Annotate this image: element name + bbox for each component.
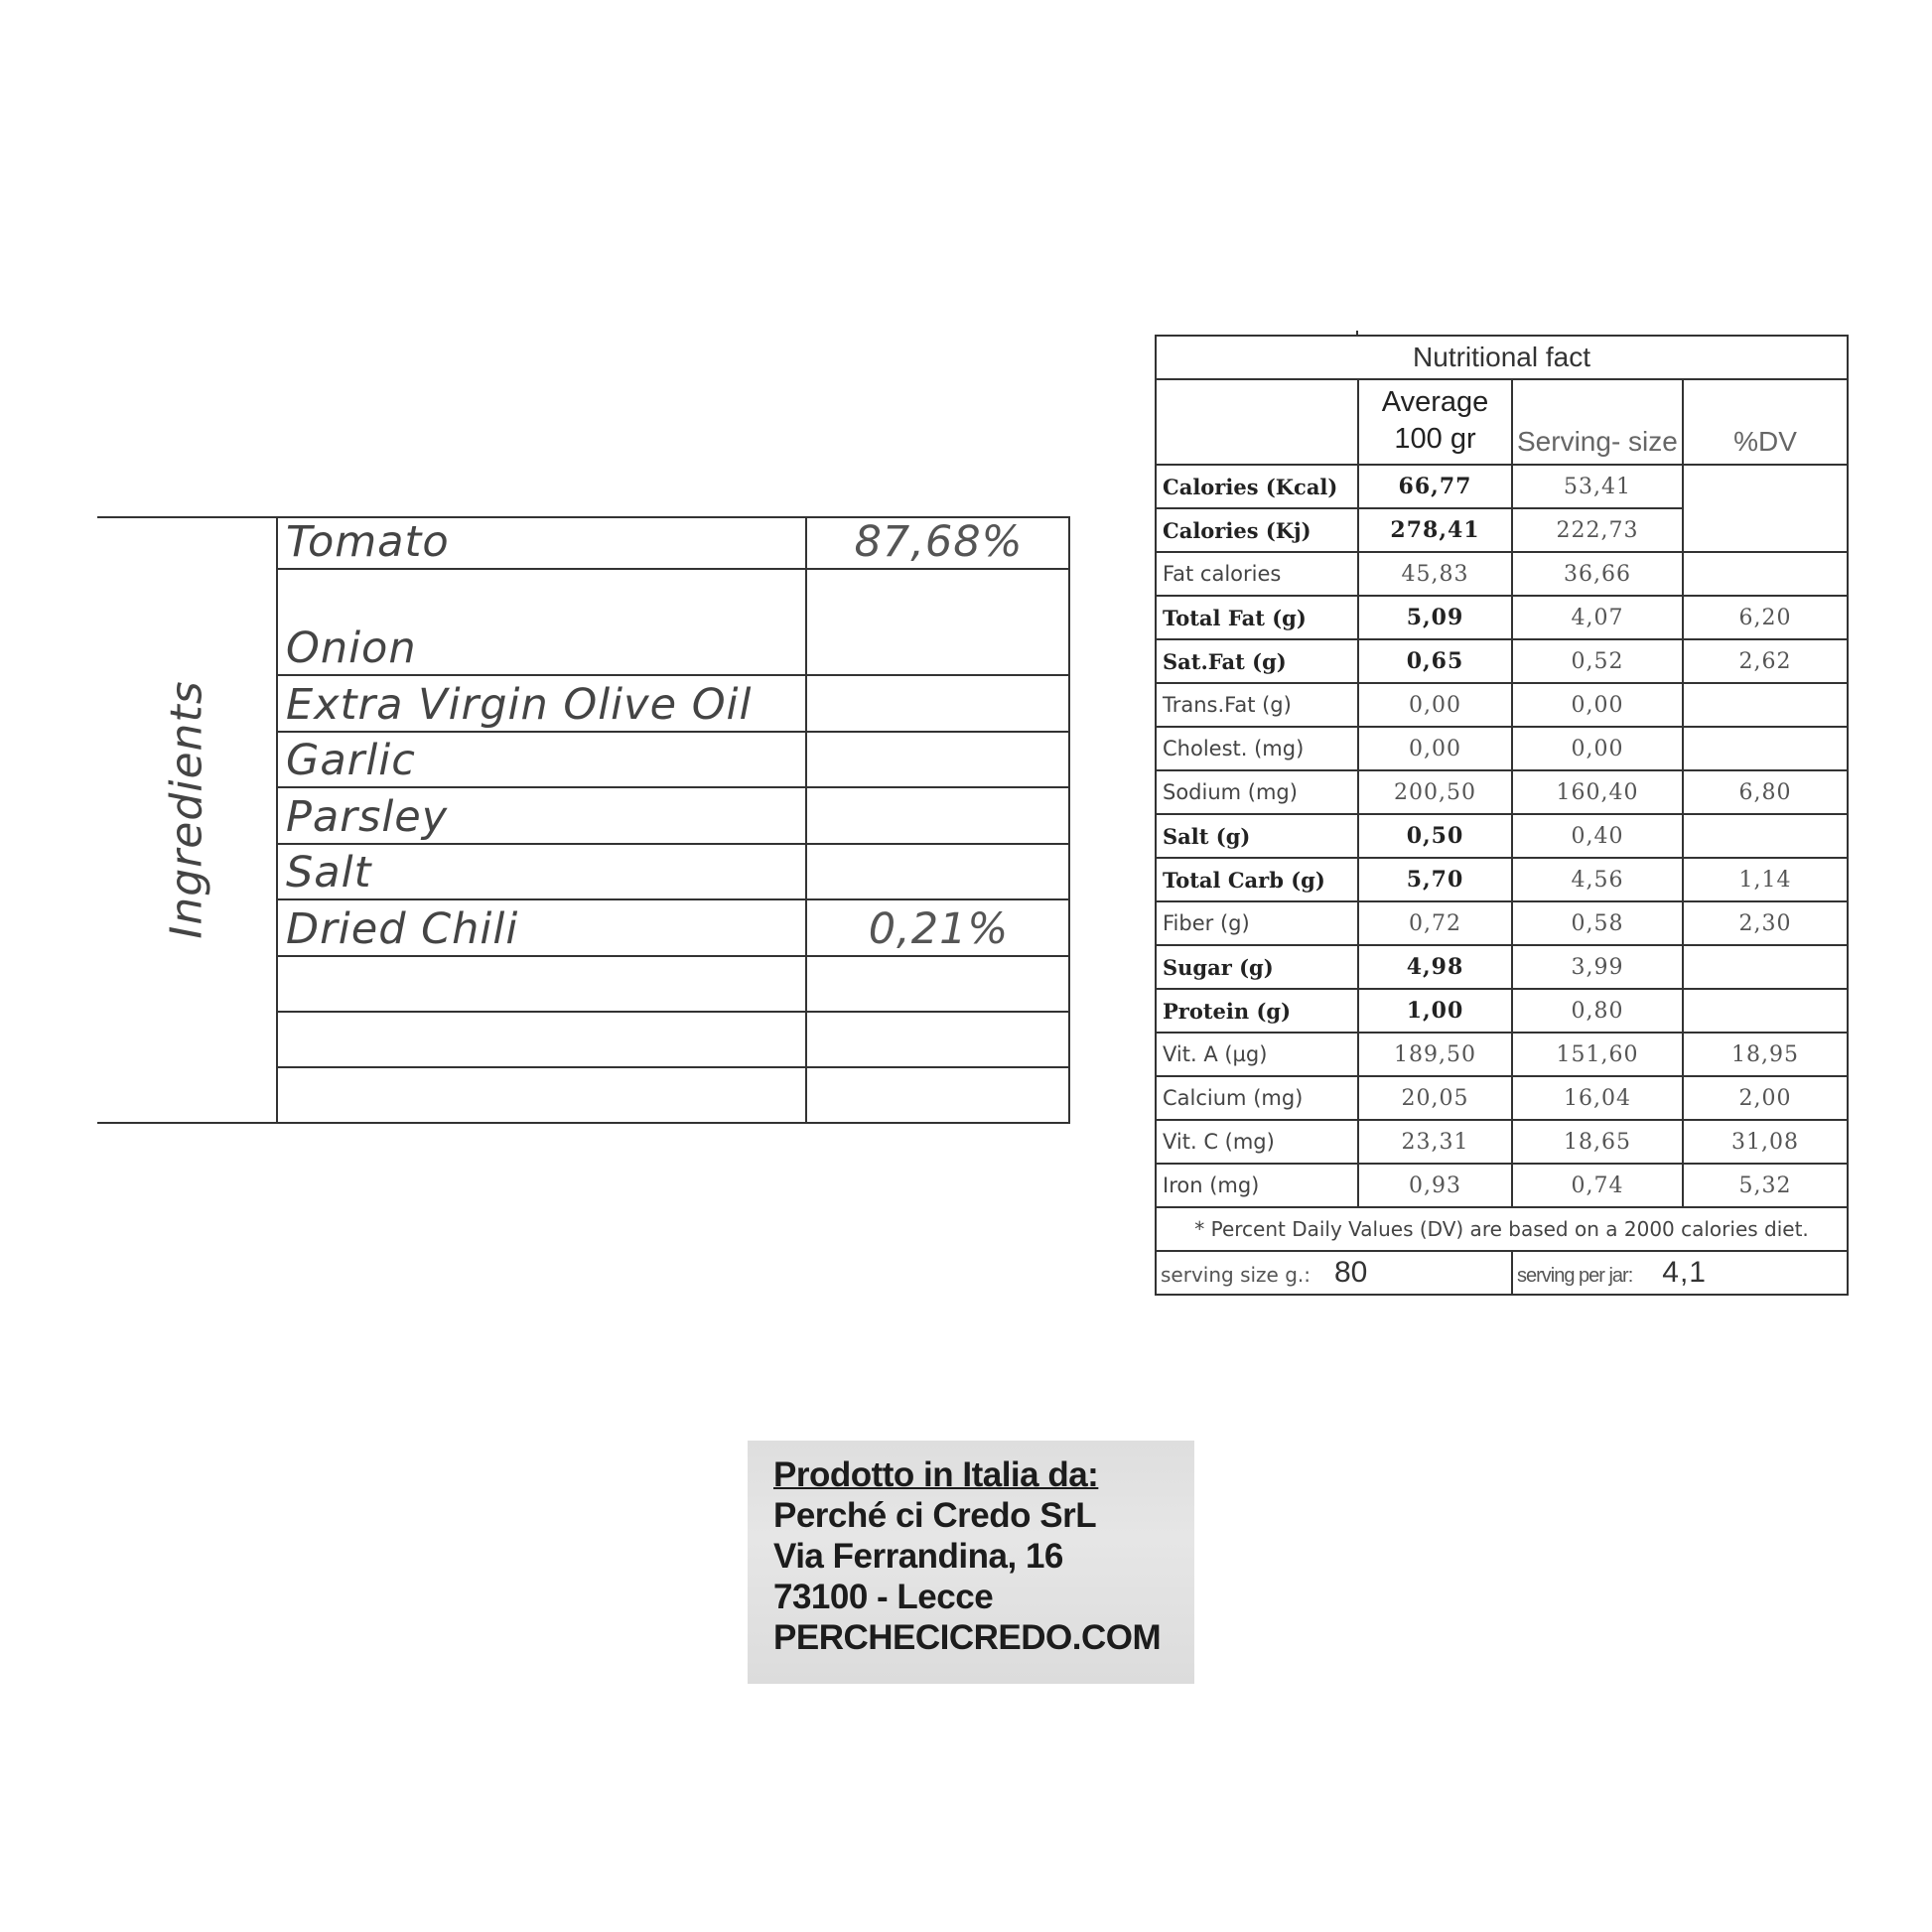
ingredient-percentage: [807, 570, 1070, 674]
ingredient-percentage: [807, 733, 1070, 786]
serving-per-jar-cell: [1512, 1251, 1848, 1295]
ingredient-row: [276, 1013, 1070, 1068]
nutrient-row: [1156, 639, 1848, 683]
ingredient-percentage: [807, 957, 1070, 1011]
nutrient-average: 189,50: [1358, 1033, 1512, 1076]
nutrient-dv: [1683, 465, 1848, 508]
nutrient-label: Calories (Kj): [1156, 508, 1358, 552]
nutrient-average: 45,83: [1358, 552, 1512, 596]
ingredients-side-label: [117, 679, 256, 939]
header-dv: %DV: [1683, 379, 1848, 465]
nutrient-serving: 53,41: [1512, 465, 1683, 508]
nutrient-label: Calories (Kcal): [1156, 465, 1358, 508]
nutrient-serving: 0,52: [1512, 639, 1683, 683]
nutrient-serving: 18,65: [1512, 1120, 1683, 1164]
nutrient-serving: 0,40: [1512, 814, 1683, 858]
nutrient-average: 0,00: [1358, 683, 1512, 727]
nutrient-label: Cholest. (mg): [1156, 727, 1358, 770]
ingredient-row: [276, 1068, 1070, 1124]
nutrient-average: 20,05: [1358, 1076, 1512, 1120]
nutrient-dv: 2,30: [1683, 901, 1848, 945]
nutrient-row: [1156, 770, 1848, 814]
dv-footnote: * Percent Daily Values (DV) are based on a 2000 calories diet.: [1156, 1207, 1848, 1251]
ingredient-percentage: [807, 788, 1070, 843]
ingredient-row: [276, 845, 1070, 900]
ingredient-row: [276, 516, 1070, 570]
serving-size-cell: [1156, 1251, 1512, 1295]
nutrient-dv: [1683, 945, 1848, 989]
header-average: [1358, 379, 1512, 465]
nutrient-row: [1156, 814, 1848, 858]
nutrient-row: [1156, 1120, 1848, 1164]
producer-label: [748, 1441, 1194, 1684]
ingredient-name: Onion: [276, 570, 807, 674]
nutrient-serving: 4,56: [1512, 858, 1683, 901]
nutrient-label: Fat calories: [1156, 552, 1358, 596]
ingredient-percentage: [807, 676, 1070, 731]
producer-company: Perché ci Credo SrL: [773, 1496, 1097, 1535]
nutrient-row: [1156, 1076, 1848, 1120]
nutrient-label: Sugar (g): [1156, 945, 1358, 989]
ingredient-row: [276, 788, 1070, 845]
ingredient-name: Parsley: [276, 788, 807, 843]
nutrient-average: 0,50: [1358, 814, 1512, 858]
nutrient-row: [1156, 1033, 1848, 1076]
header-average-line1: Average: [1381, 386, 1489, 418]
nutrient-row: [1156, 508, 1848, 552]
nutrient-row: [1156, 552, 1848, 596]
ingredient-row: [276, 733, 1070, 788]
ingredient-row: [276, 957, 1070, 1013]
producer-street: Via Ferrandina, 16: [773, 1537, 1063, 1576]
ingredient-percentage: 87,68%: [854, 517, 1024, 567]
nutrient-label: Total Carb (g): [1156, 858, 1358, 901]
nutrient-row: [1156, 1164, 1848, 1207]
serving-per-jar-label: serving per jar:: [1517, 1265, 1633, 1287]
nutrient-label: Protein (g): [1156, 989, 1358, 1033]
nutrient-dv: 2,00: [1683, 1076, 1848, 1120]
nutrient-row: [1156, 945, 1848, 989]
nutrient-average: 1,00: [1358, 989, 1512, 1033]
nutrient-label: Vit. A (µg): [1156, 1033, 1358, 1076]
nutrient-average: 66,77: [1358, 465, 1512, 508]
nutrition-facts-table: [1155, 335, 1847, 1296]
ingredient-name: [276, 1013, 807, 1066]
ingredient-row: [276, 900, 1070, 957]
nutrient-serving: 160,40: [1512, 770, 1683, 814]
ingredients-table: [97, 516, 1070, 1124]
nutrient-dv: 31,08: [1683, 1120, 1848, 1164]
header-average-line2: 100 gr: [1394, 423, 1476, 455]
nutrition-grid: [1155, 335, 1849, 1296]
nutrient-label: Fiber (g): [1156, 901, 1358, 945]
header-empty-cell: [1156, 379, 1358, 465]
nutrient-serving: 151,60: [1512, 1033, 1683, 1076]
serving-size-label: serving size g.:: [1161, 1263, 1311, 1287]
nutrient-serving: 3,99: [1512, 945, 1683, 989]
ingredient-row: [276, 570, 1070, 676]
nutrient-row: [1156, 989, 1848, 1033]
nutrient-dv: [1683, 508, 1848, 552]
nutrient-dv: [1683, 727, 1848, 770]
nutrient-serving: 0,00: [1512, 683, 1683, 727]
producer-heading: Prodotto in Italia da:: [773, 1455, 1099, 1494]
nutrient-row: [1156, 901, 1848, 945]
ingredient-name: Dried Chili: [276, 900, 807, 955]
nutrient-dv: 5,32: [1683, 1164, 1848, 1207]
nutrient-dv: 18,95: [1683, 1033, 1848, 1076]
ingredient-name: [276, 1068, 807, 1124]
ingredient-name: Tomato: [276, 516, 807, 568]
producer-city: 73100 - Lecce: [773, 1578, 994, 1616]
ingredients-label: Ingredients: [161, 679, 212, 939]
nutrient-label: Iron (mg): [1156, 1164, 1358, 1207]
nutrient-row: [1156, 683, 1848, 727]
nutrient-row: [1156, 858, 1848, 901]
nutrient-serving: 0,58: [1512, 901, 1683, 945]
nutrient-serving: 0,74: [1512, 1164, 1683, 1207]
nutrient-serving: 4,07: [1512, 596, 1683, 639]
nutrient-dv: [1683, 683, 1848, 727]
nutrient-label: Calcium (mg): [1156, 1076, 1358, 1120]
nutrient-dv: 2,62: [1683, 639, 1848, 683]
nutrient-average: 278,41: [1358, 508, 1512, 552]
table-tick-mark: [1356, 331, 1358, 337]
nutrient-label: Trans.Fat (g): [1156, 683, 1358, 727]
nutrient-average: 0,72: [1358, 901, 1512, 945]
serving-size-value: 80: [1334, 1256, 1368, 1289]
nutrient-average: 4,98: [1358, 945, 1512, 989]
nutrient-row: [1156, 465, 1848, 508]
nutrient-label: Salt (g): [1156, 814, 1358, 858]
nutrient-label: Total Fat (g): [1156, 596, 1358, 639]
ingredient-row: [276, 676, 1070, 733]
nutrient-dv: [1683, 814, 1848, 858]
nutrient-dv: 1,14: [1683, 858, 1848, 901]
nutrient-serving: 0,80: [1512, 989, 1683, 1033]
nutrition-title: Nutritional fact: [1156, 336, 1848, 379]
nutrient-dv: 6,80: [1683, 770, 1848, 814]
ingredients-rows: [276, 516, 1070, 1124]
ingredient-percentage: [807, 845, 1070, 898]
nutrient-dv: [1683, 989, 1848, 1033]
nutrient-row: [1156, 596, 1848, 639]
ingredient-percentage: 0,21%: [868, 904, 1010, 954]
ingredient-name: Extra Virgin Olive Oil: [276, 676, 807, 731]
nutrient-average: 5,09: [1358, 596, 1512, 639]
nutrient-label: Sat.Fat (g): [1156, 639, 1358, 683]
ingredient-percentage: [807, 1068, 1070, 1124]
nutrient-average: 5,70: [1358, 858, 1512, 901]
nutrient-average: 23,31: [1358, 1120, 1512, 1164]
nutrient-serving: 36,66: [1512, 552, 1683, 596]
nutrient-average: 200,50: [1358, 770, 1512, 814]
nutrient-label: Vit. C (mg): [1156, 1120, 1358, 1164]
producer-website: PERCHECICREDO.COM: [773, 1618, 1162, 1657]
nutrient-dv: 6,20: [1683, 596, 1848, 639]
nutrient-serving: 222,73: [1512, 508, 1683, 552]
nutrient-dv: [1683, 552, 1848, 596]
ingredient-name: Garlic: [276, 733, 807, 786]
nutrient-average: 0,65: [1358, 639, 1512, 683]
nutrient-average: 0,00: [1358, 727, 1512, 770]
nutrient-row: [1156, 727, 1848, 770]
ingredient-percentage: [807, 1013, 1070, 1066]
header-serving-size: Serving- size: [1512, 379, 1683, 465]
ingredient-name: [276, 957, 807, 1011]
nutrient-label: Sodium (mg): [1156, 770, 1358, 814]
nutrient-serving: 16,04: [1512, 1076, 1683, 1120]
ingredient-name: Salt: [276, 845, 807, 898]
nutrient-serving: 0,00: [1512, 727, 1683, 770]
serving-per-jar-value: 4,1: [1662, 1256, 1707, 1289]
nutrient-average: 0,93: [1358, 1164, 1512, 1207]
